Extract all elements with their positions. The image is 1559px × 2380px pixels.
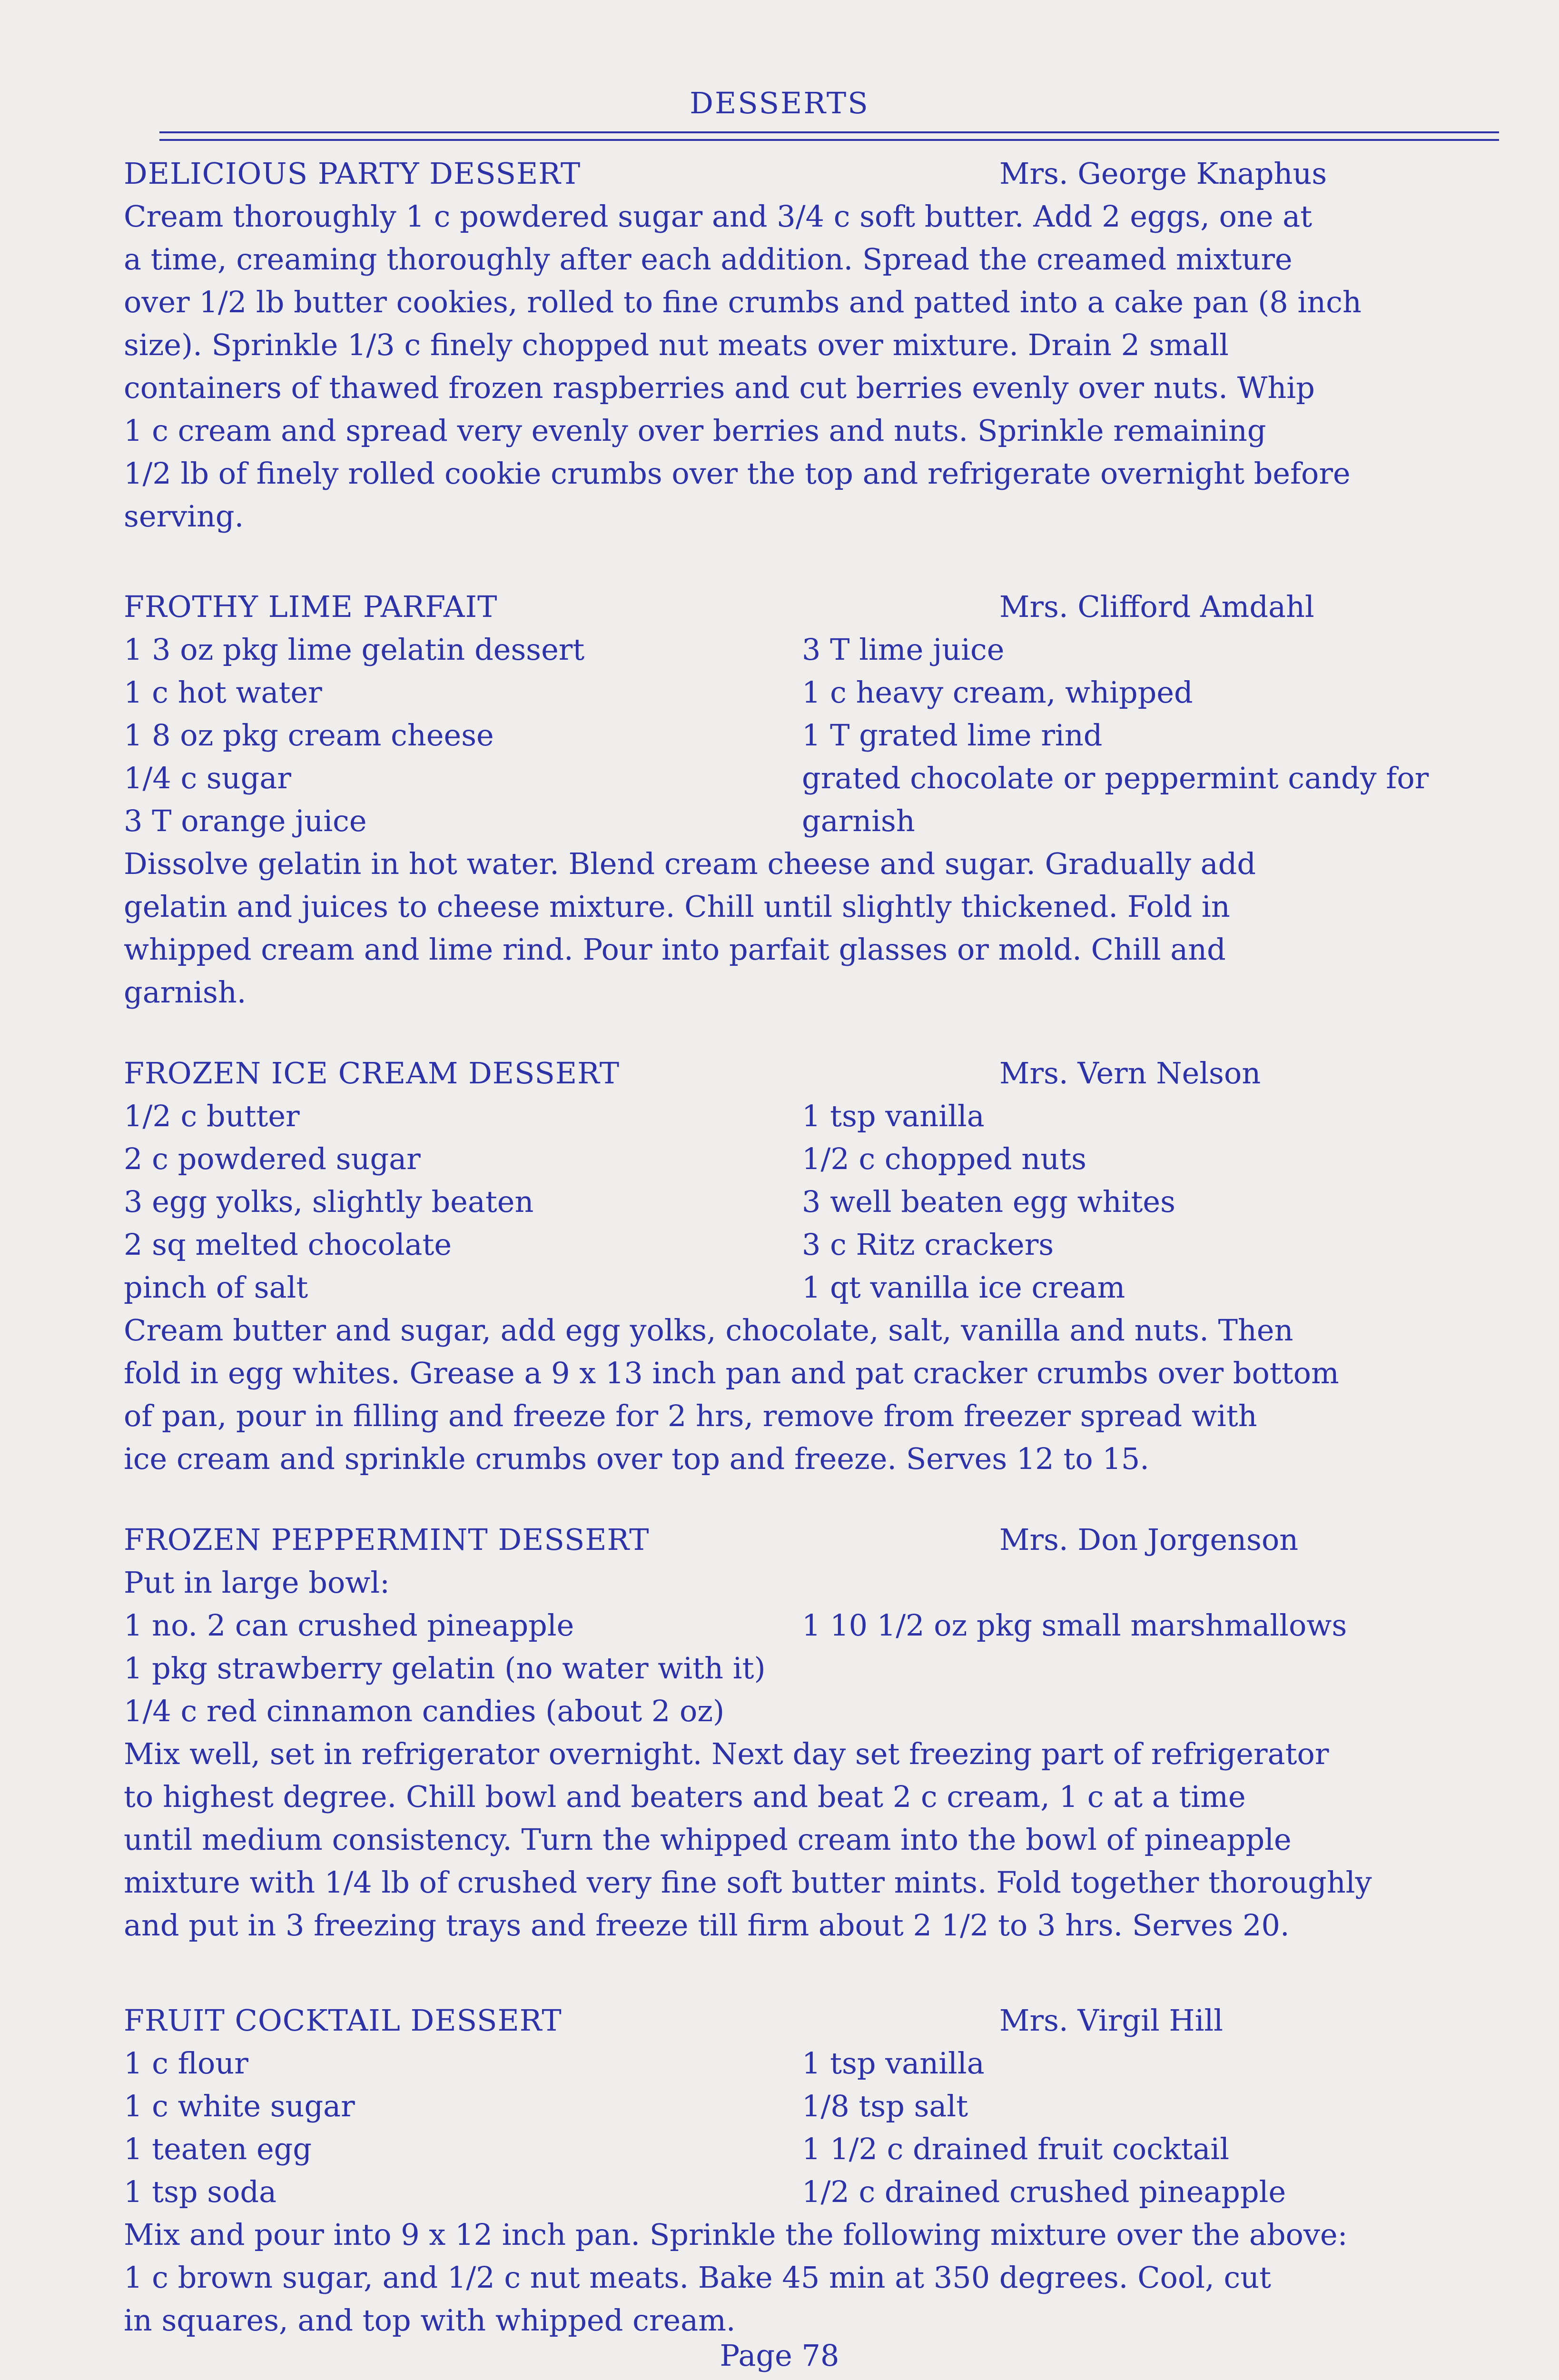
instruction-line: ice cream and sprinkle crumbs over top and freeze. Serves 12 to 15.: [124, 1441, 1150, 1476]
ingredient-list: [124, 1604, 1528, 1647]
ingredient: 1 c heavy cream, whipped: [802, 675, 1193, 710]
ingredient: 1 no. 2 can crushed pineapple: [124, 1608, 574, 1643]
recipe-header: [124, 1999, 1528, 2042]
ingredient: grated chocolate or peppermint candy for: [802, 761, 1429, 795]
instruction-line: garnish.: [124, 975, 247, 1010]
recipe-title: FROZEN PEPPERMINT DESSERT: [124, 1522, 650, 1557]
recipe: [124, 1999, 1528, 2342]
ingredient: 3 T orange juice: [124, 803, 367, 838]
instruction-line: of pan, pour in filling and freeze for 2 hrs, remove from freezer spread with: [124, 1398, 1257, 1433]
instruction-line: serving.: [124, 499, 244, 534]
page-number: Page 78: [720, 2338, 839, 2373]
ingredient: 3 egg yolks, slightly beaten: [124, 1184, 534, 1219]
ingredient: 1 T grated lime rind: [802, 718, 1103, 753]
instruction-line: Mix well, set in refrigerator overnight. Next day set freezing part of refrigerator: [124, 1736, 1329, 1771]
instruction-line: Mix and pour into 9 x 12 inch pan. Sprinkle the following mixture over the above:: [124, 2217, 1348, 2252]
ingredient: garnish: [802, 803, 915, 838]
ingredient: 1 c white sugar: [124, 2089, 355, 2123]
instruction-line: in squares, and top with whipped cream.: [124, 2303, 736, 2338]
ingredient: 1/8 tsp salt: [802, 2089, 968, 2123]
section-header: DESSERTS: [690, 86, 869, 120]
recipe-title: FROZEN ICE CREAM DESSERT: [124, 1056, 620, 1091]
instruction-line: Dissolve gelatin in hot water. Blend cream cheese and sugar. Gradually add: [124, 846, 1256, 881]
instruction-line: 1/2 lb of finely rolled cookie crumbs over the top and refrigerate overnight before: [124, 456, 1351, 491]
recipe: [124, 1518, 1528, 1947]
ingredient: 1 tsp vanilla: [802, 2046, 985, 2081]
instruction-line: Cream thoroughly 1 c powdered sugar and 3/4 c soft butter. Add 2 eggs, one at: [124, 199, 1312, 234]
ingredient: 1 tsp vanilla: [802, 1099, 985, 1133]
recipe-author: Mrs. Virgil Hill: [999, 2003, 1224, 2038]
recipe-header: [124, 152, 1528, 195]
header-rule-top: [159, 131, 1499, 133]
instruction-line: size). Sprinkle 1/3 c finely chopped nut meats over mixture. Drain 2 small: [124, 327, 1229, 362]
ingredient: 1 tsp soda: [124, 2174, 277, 2209]
recipe-title: FROTHY LIME PARFAIT: [124, 589, 498, 624]
ingredient-list: [124, 2042, 1528, 2213]
instruction-line: Put in large bowl:: [124, 1565, 390, 1600]
recipe-header: [124, 1052, 1528, 1095]
ingredient: 1 8 oz pkg cream cheese: [124, 718, 494, 753]
instruction-line: Cream butter and sugar, add egg yolks, chocolate, salt, vanilla and nuts. Then: [124, 1313, 1293, 1348]
ingredient: 1 3 oz pkg lime gelatin dessert: [124, 632, 585, 667]
ingredient: 1 1/2 c drained fruit cocktail: [802, 2132, 1230, 2166]
recipe: [124, 1052, 1528, 1480]
ingredient: 1 teaten egg: [124, 2132, 312, 2166]
recipe-author: Mrs. Vern Nelson: [999, 1056, 1261, 1091]
ingredient: 3 c Ritz crackers: [802, 1227, 1054, 1262]
ingredient: 3 well beaten egg whites: [802, 1184, 1175, 1219]
ingredient: 1 c hot water: [124, 675, 322, 710]
ingredient: 1/2 c chopped nuts: [802, 1141, 1086, 1176]
ingredient-list: [124, 628, 1528, 843]
ingredient: 1 qt vanilla ice cream: [802, 1270, 1125, 1305]
ingredient: 1 10 1/2 oz pkg small marshmallows: [802, 1608, 1347, 1643]
instruction-line: mixture with 1/4 lb of crushed very fine soft butter mints. Fold together thoroughly: [124, 1865, 1372, 1900]
recipe-title: FRUIT COCKTAIL DESSERT: [124, 2003, 562, 2038]
instruction-line: whipped cream and lime rind. Pour into parfait glasses or mold. Chill and: [124, 932, 1226, 967]
instruction-line: gelatin and juices to cheese mixture. Chill until slightly thickened. Fold in: [124, 889, 1230, 924]
ingredient-list: [124, 1095, 1528, 1309]
instruction-line: over 1/2 lb butter cookies, rolled to fine crumbs and patted into a cake pan (8 inch: [124, 285, 1362, 319]
instruction-line: and put in 3 freezing trays and freeze till firm about 2 1/2 to 3 hrs. Serves 20.: [124, 1908, 1290, 1943]
instruction-line: containers of thawed frozen raspberries and cut berries evenly over nuts. Whip: [124, 370, 1315, 405]
ingredient: 1 c flour: [124, 2046, 248, 2081]
recipe-author: Mrs. Clifford Amdahl: [999, 589, 1314, 624]
ingredient: 1/2 c drained crushed pineapple: [802, 2174, 1286, 2209]
instruction-line: fold in egg whites. Grease a 9 x 13 inch pan and pat cracker crumbs over bottom: [124, 1356, 1339, 1390]
ingredient: 1/4 c sugar: [124, 761, 291, 795]
instruction-line: 1/4 c red cinnamon candies (about 2 oz): [124, 1694, 725, 1728]
recipe-header: [124, 1518, 1528, 1561]
ingredient: 2 c powdered sugar: [124, 1141, 421, 1176]
instruction-line: 1 c brown sugar, and 1/2 c nut meats. Bake 45 min at 350 degrees. Cool, cut: [124, 2260, 1272, 2295]
recipe-author: Mrs. George Knaphus: [999, 156, 1327, 191]
instruction-line: 1 pkg strawberry gelatin (no water with it): [124, 1651, 766, 1686]
instruction-line: 1 c cream and spread very evenly over berries and nuts. Sprinkle remaining: [124, 413, 1266, 448]
instruction-line: a time, creaming thoroughly after each addition. Spread the creamed mixture: [124, 242, 1293, 277]
ingredient: 2 sq melted chocolate: [124, 1227, 452, 1262]
recipe: [124, 152, 1528, 538]
instruction-line: until medium consistency. Turn the whipped cream into the bowl of pineapple: [124, 1822, 1292, 1857]
recipe: [124, 585, 1528, 1014]
ingredient: 1/2 c butter: [124, 1099, 300, 1133]
recipe-author: Mrs. Don Jorgenson: [999, 1522, 1299, 1557]
recipe-title: DELICIOUS PARTY DESSERT: [124, 156, 581, 191]
ingredient: pinch of salt: [124, 1270, 308, 1305]
instruction-line: to highest degree. Chill bowl and beaters and beat 2 c cream, 1 c at a time: [124, 1779, 1246, 1814]
recipe-header: [124, 585, 1528, 628]
header-rule-bottom: [159, 139, 1499, 141]
ingredient: 3 T lime juice: [802, 632, 1005, 667]
